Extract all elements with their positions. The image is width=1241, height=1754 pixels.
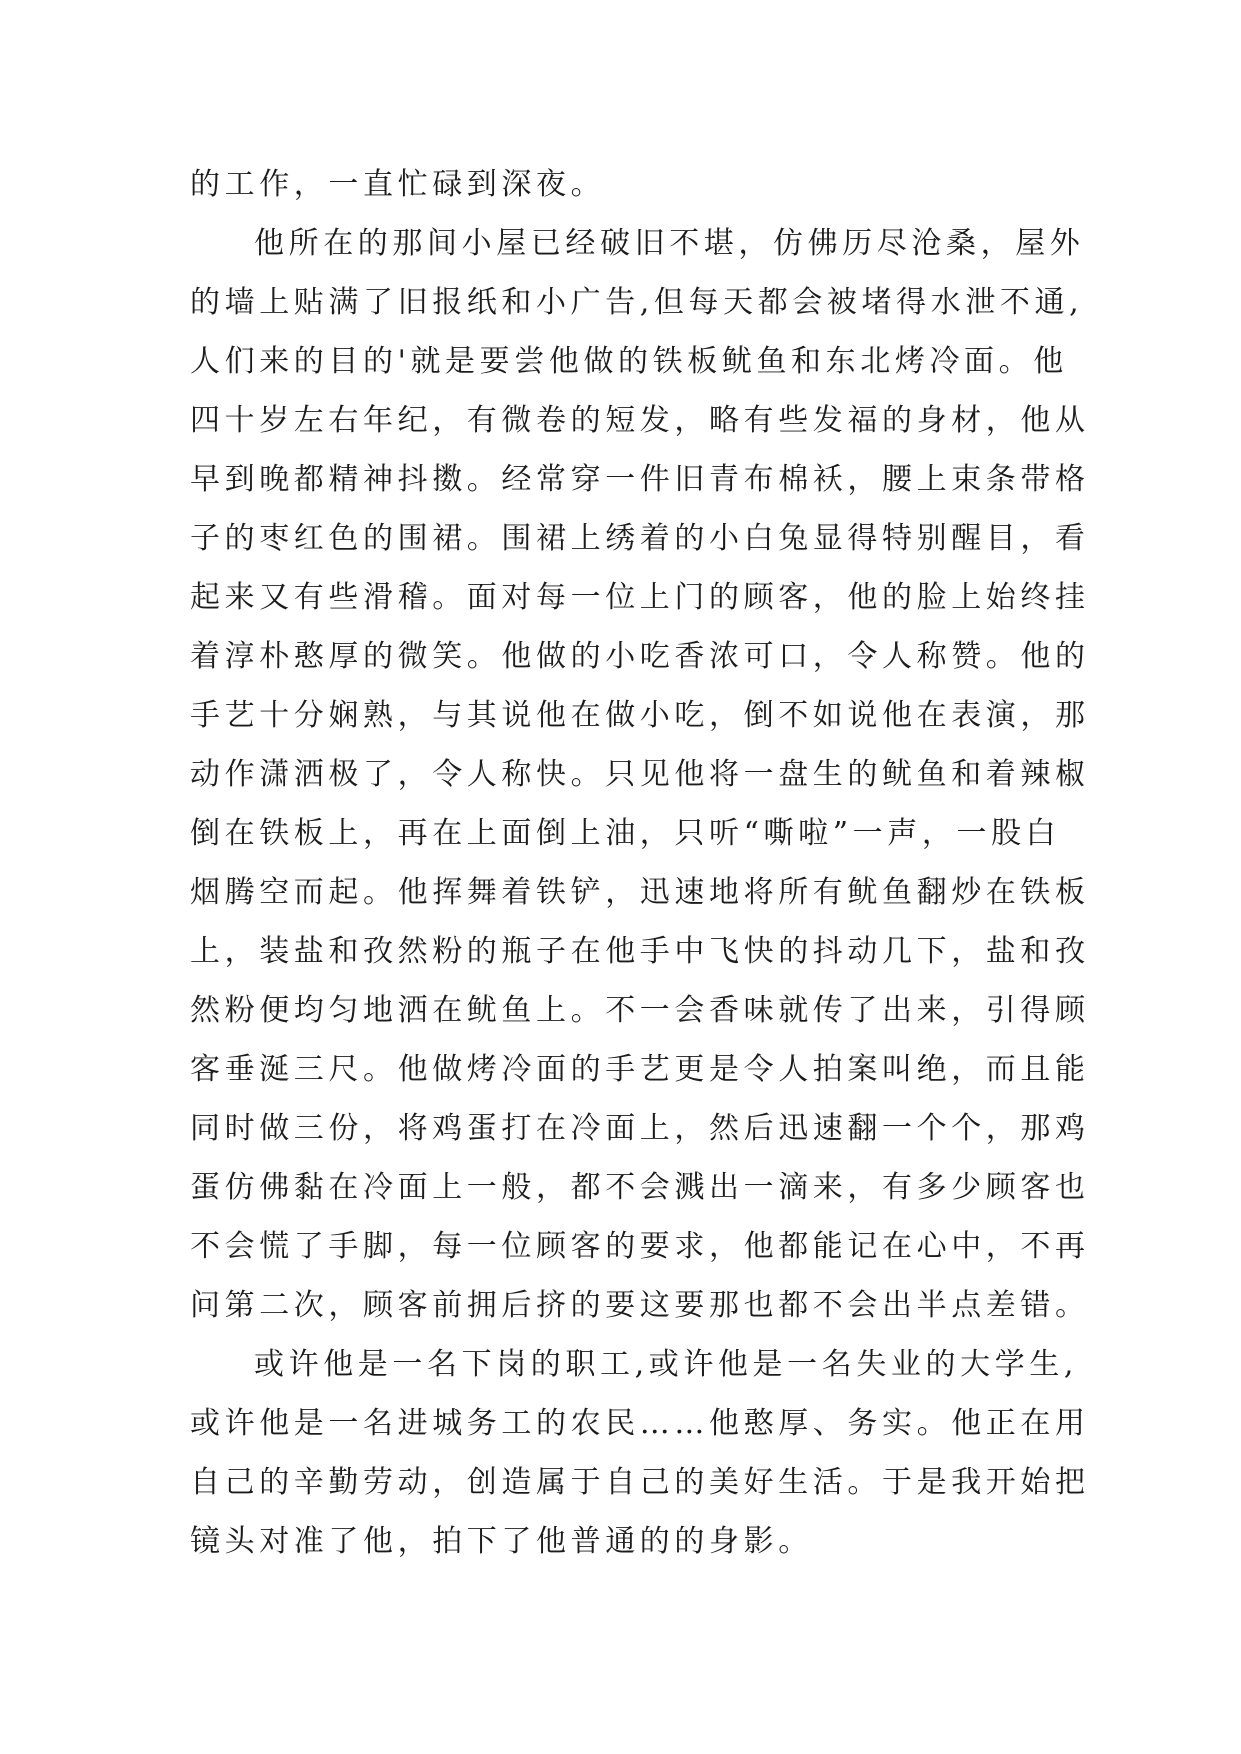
text-line: 问第二次，顾客前拥后挤的要这要那也都不会出半点差错。 <box>190 1288 1090 1323</box>
text-line: 烟腾空而起。他挥舞着铁铲，迅速地将所有鱿鱼翻炒在铁板 <box>190 875 1090 910</box>
text-line: 子的枣红色的围裙。围裙上绣着的小白兔显得特别醒目，看 <box>190 521 1090 556</box>
text-line: 的墙上贴满了旧报纸和小广告,但每天都会被堵得水泄不通, <box>190 285 1084 320</box>
text-line: 同时做三份，将鸡蛋打在冷面上，然后迅速翻一个个，那鸡 <box>190 1111 1090 1146</box>
text-line: 不会慌了手脚，每一位顾客的要求，他都能记在心中，不再 <box>190 1229 1090 1264</box>
text-line: 或许他是一名进城务工的农民……他憨厚、务实。他正在用 <box>190 1406 1090 1441</box>
text-line: 四十岁左右年纪，有微卷的短发，略有些发福的身材，他从 <box>190 403 1090 438</box>
text-line: 动作潇洒极了，令人称快。只见他将一盘生的鱿鱼和着辣椒 <box>190 757 1090 792</box>
text-line: 着淳朴憨厚的微笑。他做的小吃香浓可口，令人称赞。他的 <box>190 639 1090 674</box>
text-line: 或许他是一名下岗的职工,或许他是一名失业的大学生, <box>254 1347 1079 1382</box>
text-line: 蛋仿佛黏在冷面上一般，都不会溅出一滴来，有多少顾客也 <box>190 1170 1090 1205</box>
text-line: 早到晚都精神抖擞。经常穿一件旧青布棉袄，腰上束条带格 <box>190 462 1090 497</box>
text-line: 倒在铁板上，再在上面倒上油，只听“嘶啦”一声，一股白 <box>190 816 1061 851</box>
text-line: 镜头对准了他，拍下了他普通的的身影。 <box>190 1524 813 1559</box>
text-line: 人们来的目的'就是要尝他做的铁板鱿鱼和东北烤冷面。他 <box>190 344 1068 379</box>
paragraph-2 <box>190 214 1090 1335</box>
paragraph-1 <box>190 155 1070 214</box>
text-line: 起来又有些滑稽。面对每一位上门的顾客，他的脸上始终挂 <box>190 580 1090 615</box>
text-line: 的工作，一直忙碌到深夜。 <box>190 167 606 202</box>
text-line: 然粉便均匀地洒在鱿鱼上。不一会香味就传了出来，引得顾 <box>190 993 1090 1028</box>
text-line: 手艺十分娴熟，与其说他在做小吃，倒不如说他在表演，那 <box>190 698 1090 733</box>
text-line: 上，装盐和孜然粉的瓶子在他手中飞快的抖动几下，盐和孜 <box>190 934 1090 969</box>
text-line: 客垂涎三尺。他做烤冷面的手艺更是令人拍案叫绝，而且能 <box>190 1052 1090 1087</box>
text-line: 他所在的那间小屋已经破旧不堪，仿佛历尽沧桑，屋外 <box>254 226 1085 261</box>
body-text <box>190 155 1090 1571</box>
paragraph-3 <box>190 1335 1090 1571</box>
text-line: 自己的辛勤劳动，创造属于自己的美好生活。于是我开始把 <box>190 1465 1090 1500</box>
